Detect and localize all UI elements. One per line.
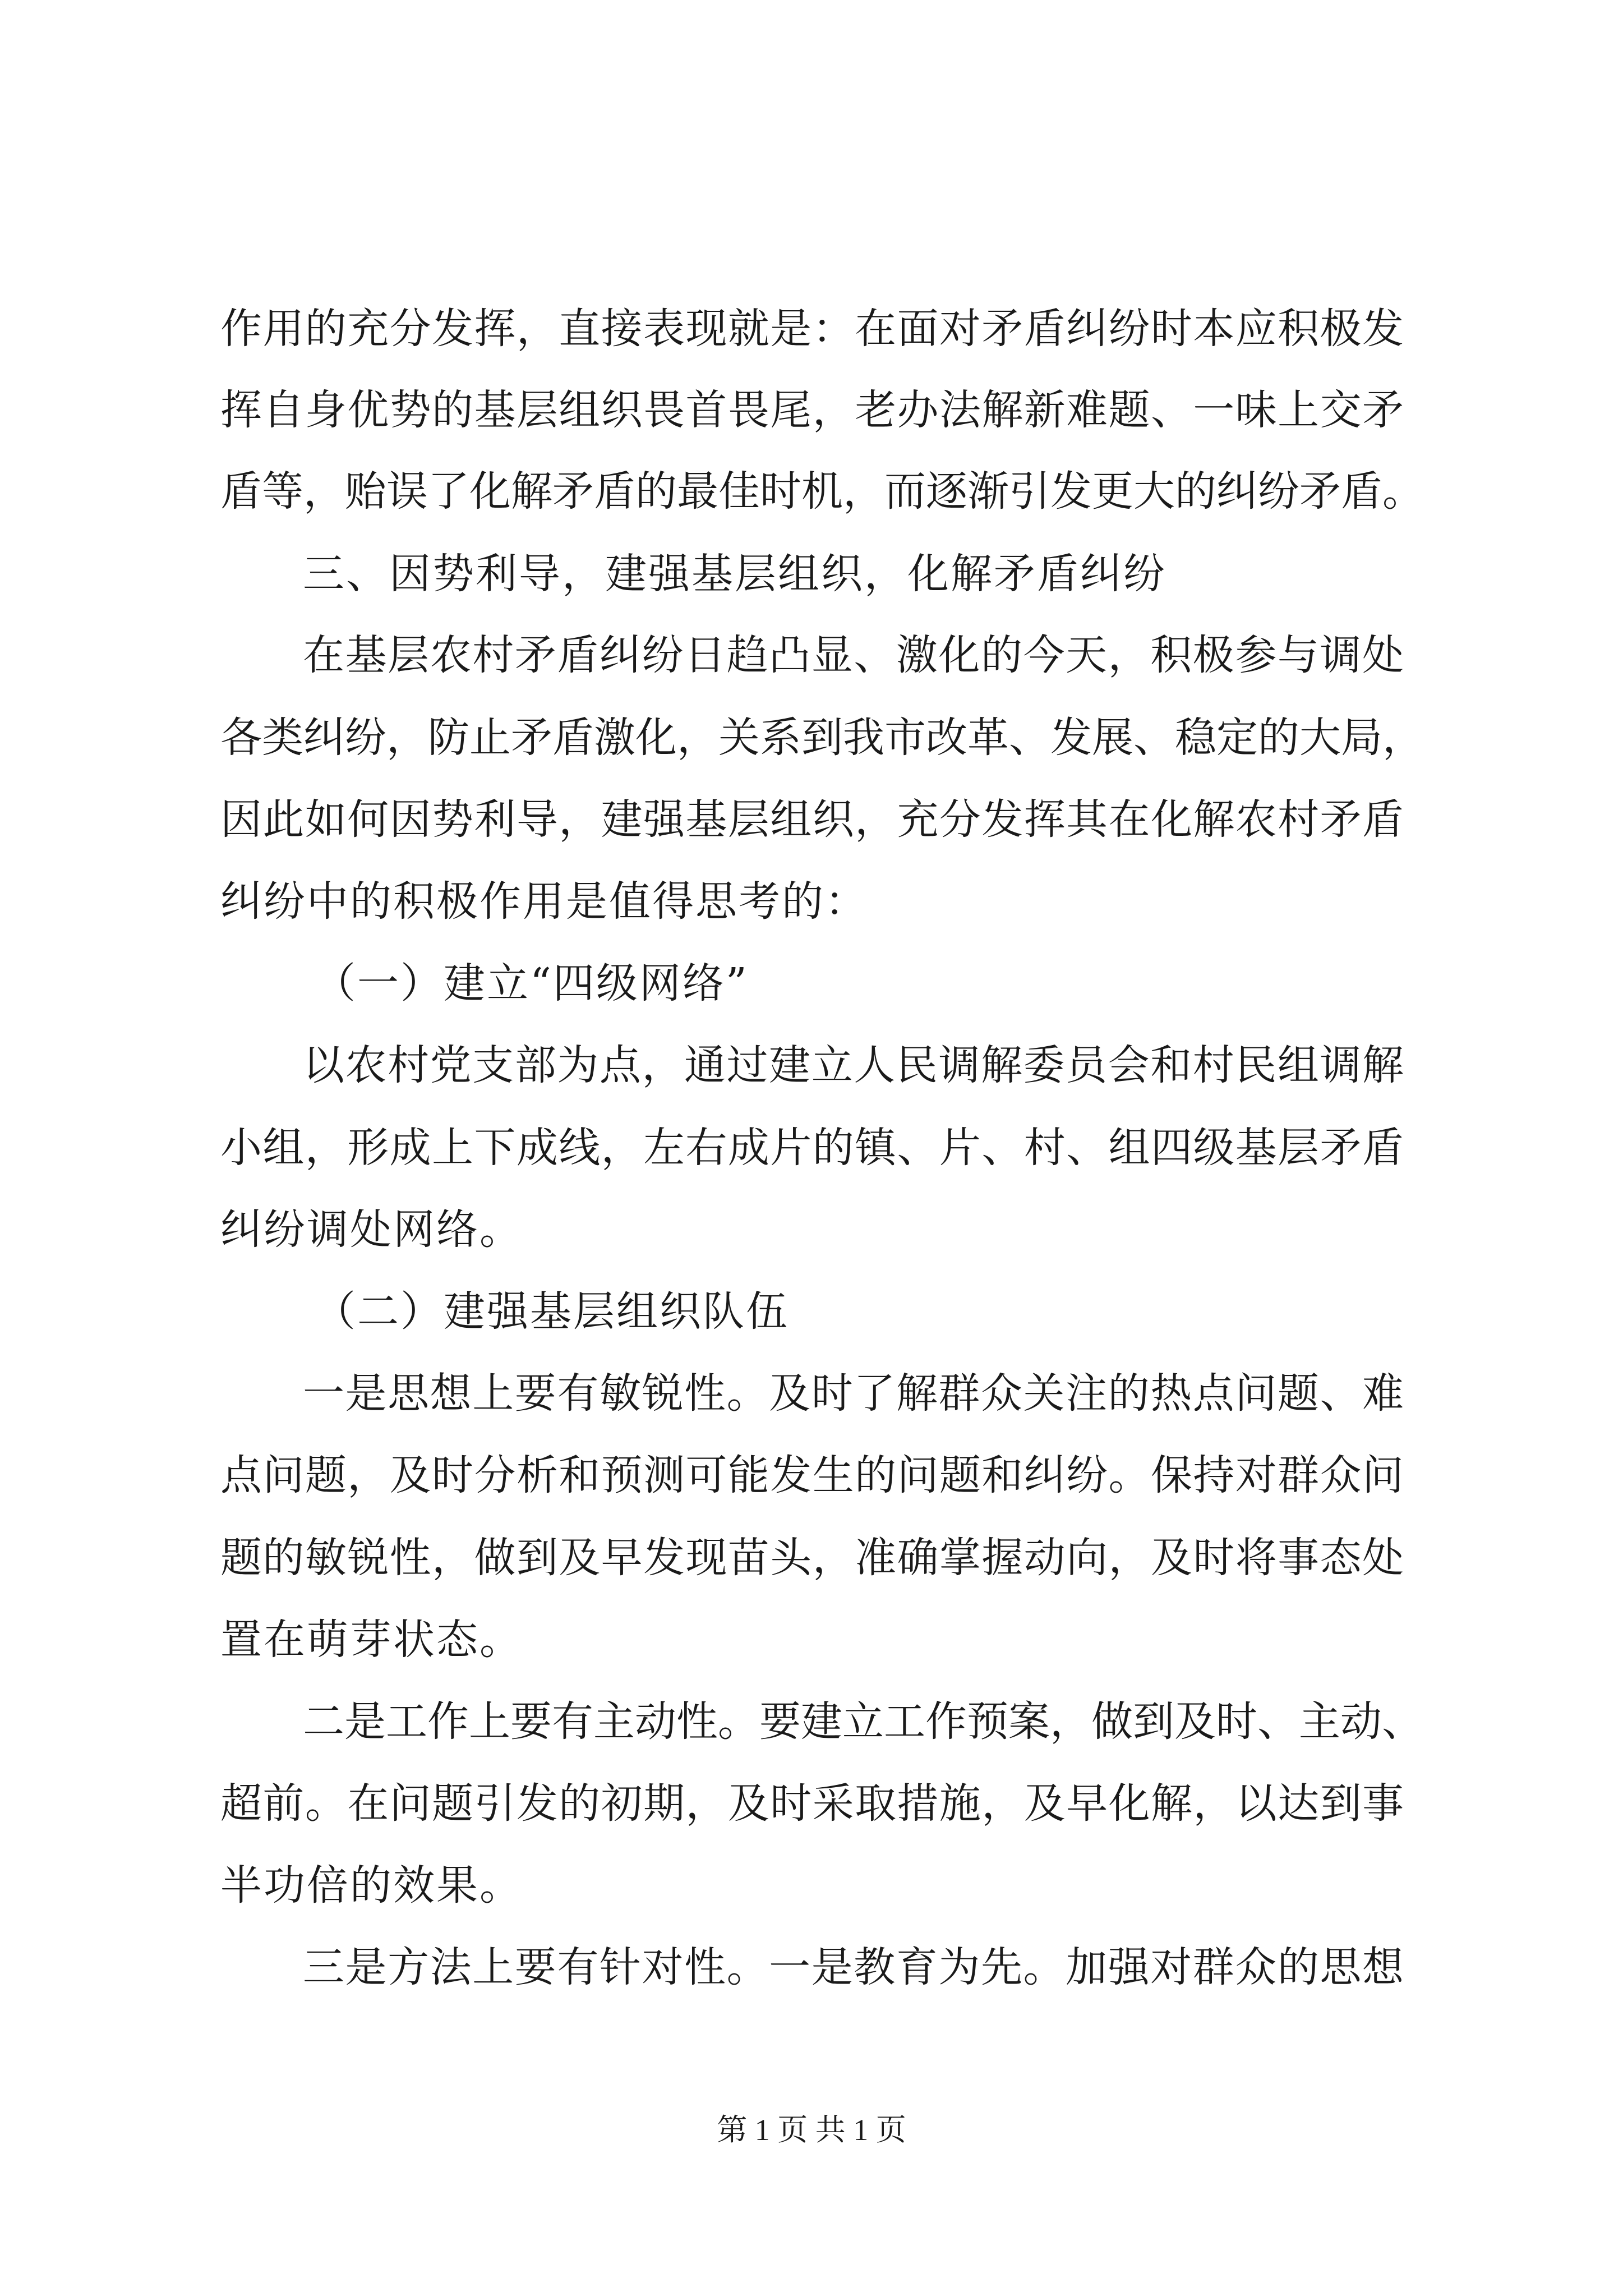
body-line: 超前。在问题引发的初期，及时采取措施，及早化解，以达到事 [220, 1779, 1404, 1828]
body-line: 以农村党支部为点，通过建立人民调解委员会和村民组调解 [303, 1041, 1404, 1089]
body-line: 点问题，及时分析和预测可能发生的问题和纠纷。保持对群众问 [220, 1451, 1404, 1499]
body-line: 题的敏锐性，做到及早发现苗头，准确掌握动向，及时将事态处 [220, 1534, 1404, 1582]
body-line: 各类纠纷，防止矛盾激化，关系到我市改革、发展、稳定的大局， [220, 714, 1424, 762]
page-number-footer: 第 1 页 共 1 页 [717, 2113, 906, 2147]
body-line: 小组，形成上下成线，左右成片的镇、片、村、组四级基层矛盾 [220, 1124, 1404, 1172]
body-line: 纠纷中的积极作用是值得思考的： [220, 877, 868, 926]
body-line: 在基层农村矛盾纠纷日趋凸显、激化的今天，积极参与调处 [303, 631, 1404, 679]
body-line: 纠纷调处网络。 [220, 1205, 523, 1254]
body-line: 挥自身优势的基层组织畏首畏尾，老办法解新难题、一味上交矛 [220, 386, 1404, 434]
body-line: 二是工作上要有主动性。要建立工作预案，做到及时、主动、 [303, 1697, 1423, 1746]
body-line: 作用的充分发挥，直接表现就是：在面对矛盾纠纷时本应积极发 [220, 305, 1404, 353]
section-heading: 三、因势利导，建强基层组织，化解矛盾纠纷 [303, 550, 1166, 598]
body-line: 三是方法上要有针对性。一是教育为先。加强对群众的思想 [303, 1943, 1404, 1991]
body-line: 盾等，贻误了化解矛盾的最佳时机，而逐渐引发更大的纠纷矛盾。 [220, 467, 1424, 516]
body-line: 置在萌芽状态。 [220, 1616, 523, 1664]
body-line: 一是思想上要有敏锐性。及时了解群众关注的热点问题、难 [303, 1369, 1404, 1418]
body-line: 半功倍的效果。 [220, 1861, 523, 1910]
body-line: 因此如何因势利导，建强基层组织，充分发挥其在化解农村矛盾 [220, 795, 1404, 844]
subsection-heading: （二）建强基层组织队伍 [314, 1287, 789, 1336]
subsection-heading: （一）建立“四级网络” [314, 959, 749, 1007]
